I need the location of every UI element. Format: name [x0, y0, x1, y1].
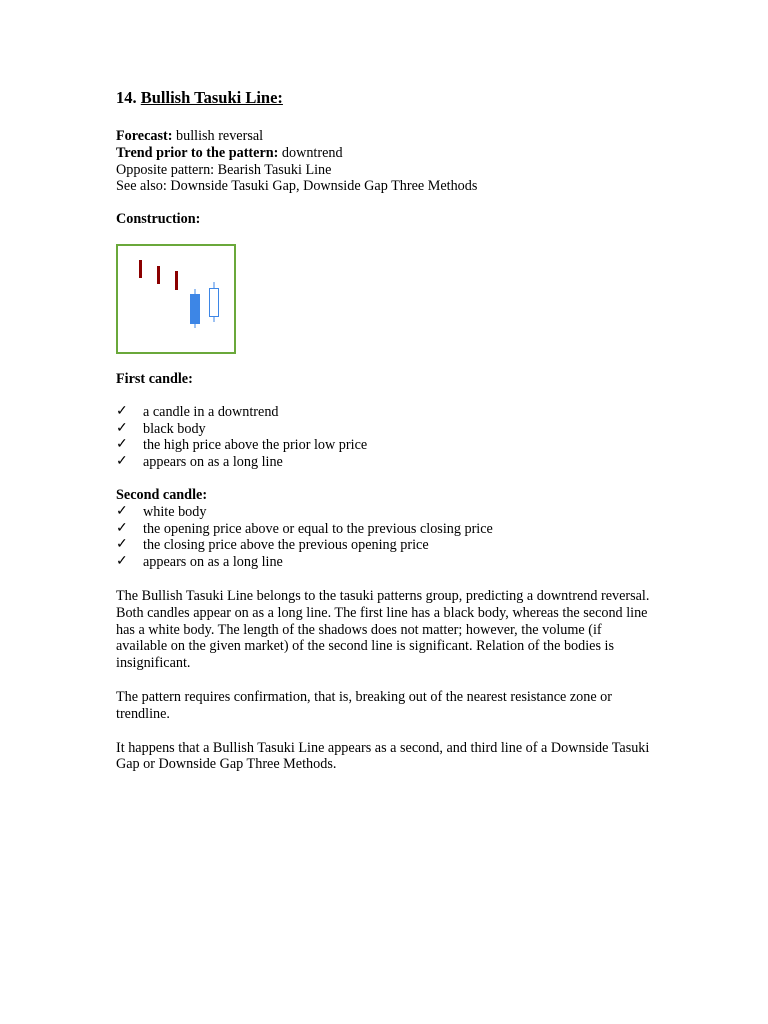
list-item-text: white body — [143, 503, 207, 520]
check-icon: ✓ — [116, 402, 128, 419]
downtrend-candle-3 — [175, 271, 178, 290]
section-title: Bullish Tasuki Line: — [140, 88, 283, 107]
list-item — [116, 537, 656, 554]
first-candle-label: First candle: — [116, 370, 193, 387]
list-item — [116, 521, 656, 538]
check-icon: ✓ — [116, 419, 128, 436]
list-item-text: the opening price above or equal to the previous closing price — [143, 520, 493, 537]
list-item — [116, 404, 656, 421]
list-item — [116, 504, 656, 521]
document-content — [116, 88, 656, 790]
list-item-text: the closing price above the previous opening price — [143, 537, 429, 554]
list-item-text: appears on as a long line — [143, 454, 283, 471]
list-item — [116, 421, 656, 438]
list-item — [116, 554, 656, 571]
check-icon: ✓ — [116, 536, 128, 553]
check-icon: ✓ — [116, 502, 128, 519]
black-candle-body — [190, 294, 200, 324]
list-item — [116, 437, 656, 454]
candlestick-diagram — [118, 246, 234, 352]
forecast-line — [116, 128, 656, 145]
trend-value: downtrend — [281, 144, 343, 161]
section-number: 14. — [116, 88, 137, 107]
check-icon: ✓ — [116, 453, 128, 470]
list-item-text: the high price above the prior low price — [143, 437, 368, 454]
second-candle-list — [116, 504, 656, 571]
downtrend-candle-1 — [139, 260, 142, 278]
trend-line — [116, 145, 656, 162]
section-heading — [116, 88, 656, 108]
white-candle-body — [210, 288, 219, 316]
list-item-text: black body — [143, 420, 206, 437]
construction-label: Construction: — [116, 211, 201, 228]
check-icon: ✓ — [116, 436, 128, 453]
forecast-value: bullish reversal — [176, 128, 264, 144]
second-candle-label: Second candle: — [116, 486, 208, 503]
pattern-figure — [116, 244, 236, 354]
trend-label: Trend prior to the pattern: — [116, 144, 279, 161]
check-icon: ✓ — [116, 553, 128, 570]
first-candle-list — [116, 404, 656, 471]
forecast-label: Forecast: — [116, 128, 173, 144]
paragraph-description: The Bullish Tasuki Line belongs to the tasuki patterns group, predicting a downtrend reversal. Both candles appear on as a long line. The first line has a black body, whereas the second line has a white body. The length of the shadows does not matter; however, the volume (if available on the given market) of the second line is significant. Relation of the bodies is insignificant. — [116, 587, 650, 672]
downtrend-candle-2 — [157, 266, 160, 284]
check-icon: ✓ — [116, 519, 128, 536]
list-item-text: a candle in a downtrend — [143, 403, 279, 420]
see-also: See also: Downside Tasuki Gap, Downside Gap Three Methods — [116, 178, 478, 195]
list-item — [116, 454, 656, 471]
paragraph-confirmation: The pattern requires confirmation, that is, breaking out of the nearest resistance zone or trendline. — [116, 688, 612, 722]
paragraph-related: It happens that a Bullish Tasuki Line appears as a second, and third line of a Downside Tasuki Gap or Downside Gap Three Methods. — [116, 739, 650, 773]
list-item-text: appears on as a long line — [143, 554, 283, 571]
opposite-pattern: Opposite pattern: Bearish Tasuki Line — [116, 161, 332, 178]
